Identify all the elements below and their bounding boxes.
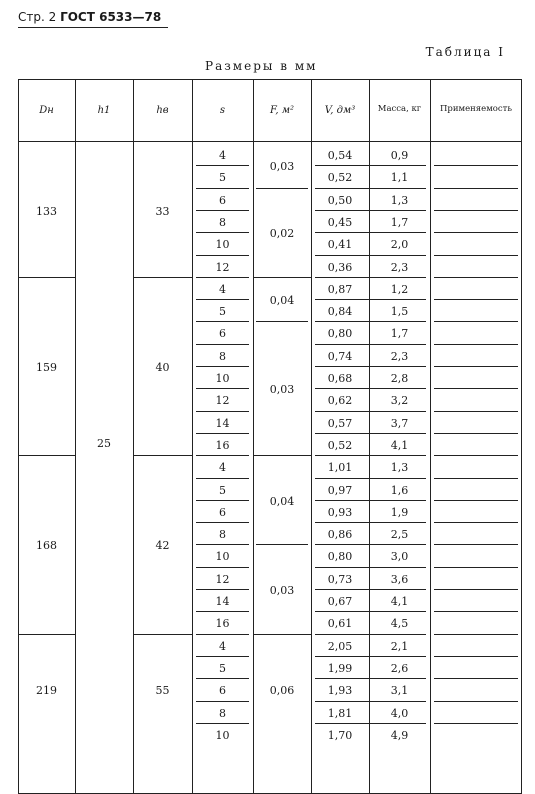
row-rule (315, 165, 426, 166)
row-rule (196, 299, 249, 300)
row-rule (434, 344, 518, 345)
cell-v: 0,50 (327, 193, 353, 207)
cell-v: 0,61 (327, 617, 353, 631)
row-rule (315, 678, 426, 679)
row-rule (434, 478, 518, 479)
group-rule (133, 277, 192, 278)
row-rule (315, 232, 426, 233)
row-rule (196, 433, 249, 434)
row-rule (315, 478, 426, 479)
cell-s: 8 (219, 706, 226, 720)
header-f: F, м² (269, 104, 295, 116)
cell-s: 6 (219, 505, 226, 519)
cell-v: 0,41 (327, 238, 353, 252)
row-rule (315, 656, 426, 657)
cell-mass: 1,5 (390, 305, 409, 319)
cell-s: 14 (215, 595, 230, 609)
cell-mass: 3,1 (390, 684, 409, 698)
row-rule (315, 210, 426, 211)
f-divider (256, 321, 308, 322)
row-rule (196, 277, 249, 278)
row-rule (434, 634, 518, 635)
row-rule (434, 455, 518, 456)
cell-mass: 3,0 (390, 550, 409, 564)
cell-v: 0,97 (327, 483, 353, 497)
cell-s: 10 (215, 550, 230, 564)
cell-s: 6 (219, 327, 226, 341)
row-rule (434, 388, 518, 389)
row-rule (315, 500, 426, 501)
cell-mass: 2,0 (390, 238, 409, 252)
f-divider (256, 544, 308, 545)
cell-v: 0,45 (327, 215, 353, 229)
group-rule (18, 277, 75, 278)
row-rule (434, 678, 518, 679)
row-rule (196, 344, 249, 345)
cell-h-inner: 42 (155, 539, 170, 553)
row-rule (196, 232, 249, 233)
row-rule (315, 188, 426, 189)
row-rule (196, 411, 249, 412)
row-rule (315, 411, 426, 412)
cell-v: 0,84 (327, 305, 353, 319)
cell-mass: 0,9 (390, 149, 409, 163)
row-rule (196, 500, 249, 501)
row-rule (196, 701, 249, 702)
row-rule (315, 299, 426, 300)
table-left-rule (18, 79, 19, 794)
cell-v: 0,57 (327, 416, 353, 430)
page-header (18, 10, 161, 24)
row-rule (196, 634, 249, 635)
cell-h-inner: 55 (155, 684, 170, 698)
row-rule (196, 188, 249, 189)
row-rule (434, 210, 518, 211)
cell-d-outer: 133 (36, 204, 57, 218)
cell-s: 6 (219, 684, 226, 698)
header-mass: Масса, кг (377, 104, 422, 115)
cell-mass: 2,8 (390, 372, 409, 386)
cell-v: 1,93 (327, 684, 353, 698)
cell-mass: 3,6 (390, 572, 409, 586)
row-rule (434, 611, 518, 612)
cell-s: 8 (219, 528, 226, 542)
cell-s: 12 (215, 260, 230, 274)
row-rule (434, 411, 518, 412)
cell-d-outer: 168 (36, 539, 57, 553)
row-rule (434, 723, 518, 724)
row-rule (196, 388, 249, 389)
group-rule (133, 455, 192, 456)
cell-v: 1,01 (327, 461, 353, 475)
cell-v: 0,93 (327, 505, 353, 519)
group-rule (18, 634, 75, 635)
row-rule (196, 255, 249, 256)
cell-v: 2,05 (327, 639, 353, 653)
cell-s: 4 (219, 149, 226, 163)
row-rule (315, 388, 426, 389)
cell-mass: 1,3 (390, 193, 409, 207)
cell-s: 5 (219, 483, 226, 497)
row-rule (434, 589, 518, 590)
row-rule (196, 165, 249, 166)
row-rule (434, 255, 518, 256)
cell-s: 4 (219, 461, 226, 475)
header-s: s (219, 104, 226, 116)
cell-mass: 4,1 (390, 595, 409, 609)
row-rule (315, 433, 426, 434)
row-rule (315, 366, 426, 367)
cell-h-inner: 40 (155, 360, 170, 374)
row-rule (434, 277, 518, 278)
row-rule (434, 522, 518, 523)
cell-f: 0,03 (269, 383, 295, 397)
row-rule (434, 232, 518, 233)
cell-d-outer: 159 (36, 360, 57, 374)
cell-mass: 1,1 (390, 171, 409, 185)
row-rule (434, 500, 518, 501)
cell-s: 12 (215, 394, 230, 408)
row-rule (196, 611, 249, 612)
row-rule (196, 589, 249, 590)
cell-v: 0,87 (327, 282, 353, 296)
row-rule (196, 678, 249, 679)
dimensions-table (18, 79, 522, 794)
group-rule (253, 455, 311, 456)
cell-v: 1,99 (327, 661, 353, 675)
cell-v: 0,52 (327, 438, 353, 452)
row-rule (196, 567, 249, 568)
row-rule (315, 344, 426, 345)
cell-v: 0,68 (327, 372, 353, 386)
cell-d-outer: 219 (36, 684, 57, 698)
cell-s: 8 (219, 215, 226, 229)
row-rule (434, 433, 518, 434)
cell-mass: 3,7 (390, 416, 409, 430)
header-h-inner: hв (156, 104, 169, 116)
row-rule (315, 634, 426, 635)
cell-v: 1,70 (327, 728, 353, 742)
row-rule (315, 723, 426, 724)
cell-mass: 4,9 (390, 728, 409, 742)
cell-v: 0,73 (327, 572, 353, 586)
standard-number: ГОСТ 6533—78 (60, 10, 162, 24)
header-rule (18, 27, 168, 28)
cell-mass: 3,2 (390, 394, 409, 408)
cell-s: 10 (215, 238, 230, 252)
cell-mass: 1,7 (390, 215, 409, 229)
row-rule (315, 277, 426, 278)
row-rule (315, 544, 426, 545)
row-rule (196, 723, 249, 724)
header-d-outer: Dн (39, 104, 54, 116)
row-rule (196, 366, 249, 367)
row-rule (196, 522, 249, 523)
row-rule (315, 255, 426, 256)
cell-v: 0,52 (327, 171, 353, 185)
row-rule (315, 589, 426, 590)
cell-v: 0,74 (327, 349, 353, 363)
cell-s: 10 (215, 372, 230, 386)
row-rule (196, 210, 249, 211)
cell-h-inner: 33 (155, 204, 170, 218)
page-number: Стр. 2 (18, 10, 57, 24)
row-rule (434, 165, 518, 166)
cell-f: 0,04 (269, 294, 295, 308)
cell-s: 16 (215, 438, 230, 452)
cell-mass: 4,1 (390, 438, 409, 452)
row-rule (434, 321, 518, 322)
cell-s: 14 (215, 416, 230, 430)
row-rule (315, 701, 426, 702)
cell-mass: 4,0 (390, 706, 409, 720)
row-rule (434, 656, 518, 657)
cell-s: 16 (215, 617, 230, 631)
row-rule (315, 567, 426, 568)
group-rule (18, 455, 75, 456)
cell-f: 0,02 (269, 227, 295, 241)
cell-s: 8 (219, 349, 226, 363)
cell-s: 6 (219, 193, 226, 207)
row-rule (434, 701, 518, 702)
row-rule (434, 188, 518, 189)
row-rule (315, 611, 426, 612)
cell-mass: 2,3 (390, 260, 409, 274)
row-rule (315, 522, 426, 523)
cell-mass: 2,5 (390, 528, 409, 542)
cell-s: 12 (215, 572, 230, 586)
dimensions-label: Размеры в мм (205, 59, 318, 73)
cell-v: 0,80 (327, 550, 353, 564)
header-v: V, дм³ (324, 104, 356, 116)
cell-s: 5 (219, 171, 226, 185)
cell-mass: 1,7 (390, 327, 409, 341)
cell-v: 1,81 (327, 706, 353, 720)
cell-mass: 2,3 (390, 349, 409, 363)
cell-s: 10 (215, 728, 230, 742)
cell-s: 5 (219, 661, 226, 675)
row-rule (196, 656, 249, 657)
cell-v: 0,36 (327, 260, 353, 274)
header-applicability: Применяемость (439, 104, 513, 115)
cell-s: 5 (219, 305, 226, 319)
row-rule (196, 478, 249, 479)
row-rule (434, 366, 518, 367)
cell-s: 4 (219, 639, 226, 653)
cell-mass: 2,6 (390, 661, 409, 675)
cell-s: 4 (219, 282, 226, 296)
header-h1: h1 (97, 104, 111, 116)
cell-mass: 4,5 (390, 617, 409, 631)
cell-mass: 2,1 (390, 639, 409, 653)
cell-v: 0,62 (327, 394, 353, 408)
group-rule (253, 277, 311, 278)
table-right-rule (521, 79, 522, 794)
cell-mass: 1,3 (390, 461, 409, 475)
row-rule (196, 321, 249, 322)
row-rule (196, 455, 249, 456)
row-rule (434, 544, 518, 545)
cell-v: 0,67 (327, 595, 353, 609)
cell-v: 0,54 (327, 149, 353, 163)
cell-f: 0,04 (269, 494, 295, 508)
row-rule (315, 321, 426, 322)
table-label: Таблица I (425, 45, 505, 59)
cell-f: 0,06 (269, 684, 295, 698)
row-rule (315, 455, 426, 456)
row-rule (434, 299, 518, 300)
row-rule (434, 567, 518, 568)
column-divider (430, 79, 431, 794)
f-divider (256, 188, 308, 189)
cell-h1: 25 (97, 437, 111, 450)
cell-v: 0,80 (327, 327, 353, 341)
cell-f: 0,03 (269, 160, 295, 174)
cell-v: 0,86 (327, 528, 353, 542)
cell-mass: 1,6 (390, 483, 409, 497)
row-rule (196, 544, 249, 545)
group-rule (253, 634, 311, 635)
cell-mass: 1,9 (390, 505, 409, 519)
cell-f: 0,03 (269, 583, 295, 597)
cell-mass: 1,2 (390, 282, 409, 296)
group-rule (133, 634, 192, 635)
